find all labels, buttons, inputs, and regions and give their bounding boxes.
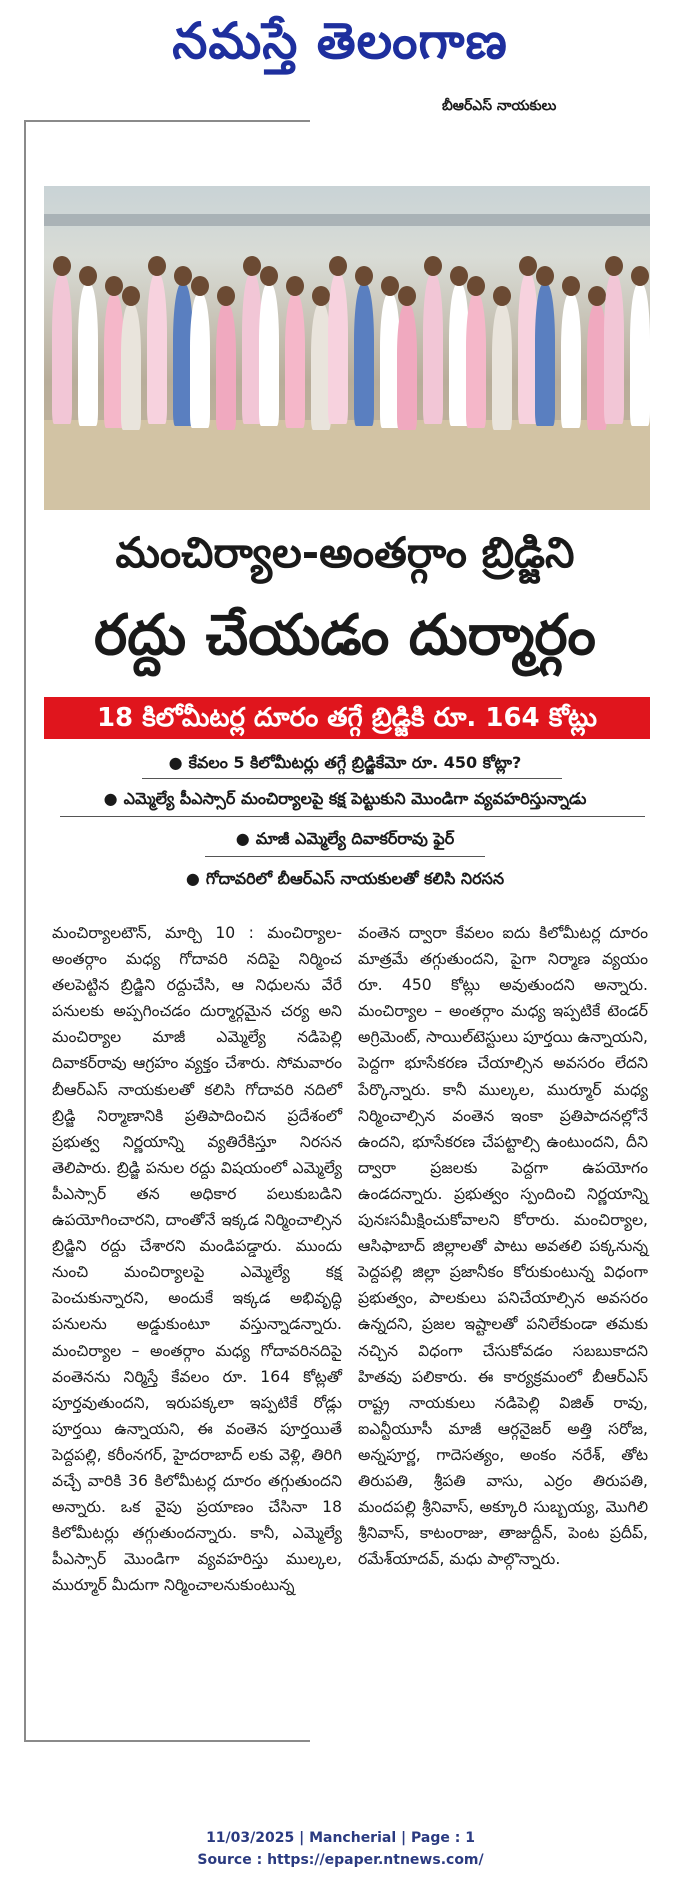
bullet-dot-icon: ● — [103, 789, 118, 808]
bullet-dot-icon: ● — [185, 869, 200, 888]
headline-line-1: మంచిర్యాల-అంతర్గాం బ్రిడ్జిని — [115, 528, 575, 577]
bullet-text: కేవలం 5 కిలోమీటర్లు తగ్గే బ్రిడ్జికేమో రూ. 450 కోట్లా? — [188, 753, 522, 772]
frame-top-rule — [24, 120, 310, 122]
photo-person — [216, 304, 236, 430]
article-column-2: వంతెన ద్వారా కేవలం ఐదు కిలోమీటర్ల దూరం మాత్రమే తగ్గుతుందని, పైగా నిర్మాణ వ్యయం రూ. 450 కోట్లు అవుతుందని అన్నారు. మంచిర్యాల – అంతర్గాం మధ్య ఇప్పటికే టెండర్ అగ్రిమెంట్, సాయిల్‌టెస్టులు పూర్తయి ఉన్నాయని, పెద్దగా భూసేకరణ చేయాల్సిన అవసరం లేదని పేర్కొన్నారు. కానీ ముల్కల, ముర్మూర్ మధ్య నిర్మించాల్సిన వంతెన ఇంకా ప్రతిపాదనల్లోనే ఉందని, భూసేకరణ చేపట్టాల్సి ఉంటుందని, దీని ద్వారా ప్రజలకు పెద్దగా ఉపయోగం ఉండదన్నారు. ప్రభుత్వం స్పందించి నిర్ణయాన్ని పునఃసమీక్షించుకోవాలని కోరారు. మంచిర్యాల, ఆసిఫాబాద్ జిల్లాలతో పాటు అవతలి పక్కనున్న పెద్దపల్లి జిల్లా ప్రజానీకం కోరుకుంటున్న విధంగా ప్రభుత్వం, పాలకులు పనిచేయాల్సిన అవసరం ఉన్నదని, ప్రజల ఇష్టాలతో పనిలేకుండా తమకు నచ్చిన విధంగా చేసుకోవడం సబబుకాదని హితవు పలికారు. ఈ కార్యక్రమంలో బీఆర్ఎస్ రాష్ట్ర నాయకులు నడిపెల్లి విజిత్ రావు, ఐఎన్టీయూసీ మాజీ ఆర్గనైజర్ అత్తి సరోజ, అన్నపూర్ణ, గాదెసత్యం, అంకం నరేశ్, తోట తిరుపతి, శ్రీపతి వాసు, ఎర్రం తిరుపతి, మందపల్లి శ్రీనివాస్, అక్కూరి సుబ్బయ్య, మొగిలి శ్రీనివాస్, కాటంరాజు, తాజుద్దీన్, పెంట ప్రదీప్, రమేశ్‌యాదవ్, మధు పాల్గొన్నారు. — [358, 924, 648, 1569]
photo-person-head — [450, 266, 468, 286]
photo-person — [147, 274, 167, 424]
photo-person-head — [588, 286, 606, 306]
photo-person-head — [191, 276, 209, 296]
photo-person-head — [217, 286, 235, 306]
photo-bridge — [44, 214, 650, 226]
photo-person-head — [536, 266, 554, 286]
photo-person-head — [381, 276, 399, 296]
bullet-underline — [205, 856, 485, 857]
subheadline-text: 18 కిలోమీటర్ల దూరం తగ్గే బ్రిడ్జికి రూ. 164 కోట్లు — [96, 703, 598, 733]
photo-person-head — [53, 256, 71, 276]
bullet-underline — [142, 778, 562, 779]
photo-person-head — [631, 266, 649, 286]
bullet-dot-icon: ● — [168, 753, 183, 772]
photo-person-head — [519, 256, 537, 276]
photo-person — [52, 274, 72, 424]
photo-person-head — [424, 256, 442, 276]
photo-person — [285, 294, 305, 428]
photo-person — [190, 294, 210, 428]
photo-person — [397, 304, 417, 430]
photo-person-head — [493, 286, 511, 306]
photo-person-head — [174, 266, 192, 286]
photo-person-head — [122, 286, 140, 306]
headline-line-2: రద్దు చేయడం దుర్మార్గం — [94, 603, 596, 668]
photo-person — [328, 274, 348, 424]
photo-person — [630, 284, 650, 426]
photo-person-head — [243, 256, 261, 276]
frame-left-rule — [24, 120, 26, 1740]
bullet-point — [40, 750, 650, 776]
bullet-dot-icon: ● — [235, 829, 250, 848]
photo-person-head — [329, 256, 347, 276]
photo-ground — [44, 420, 650, 510]
photo-person — [466, 294, 486, 428]
photo-person-head — [260, 266, 278, 286]
photo-person — [121, 304, 141, 430]
photo-person-head — [562, 276, 580, 296]
photo-person-head — [148, 256, 166, 276]
photo-person-head — [355, 266, 373, 286]
bullet-point — [40, 826, 650, 852]
photo-person — [492, 304, 512, 430]
news-photo — [44, 186, 650, 510]
photo-person-head — [312, 286, 330, 306]
photo-person — [354, 284, 374, 426]
frame-bottom-rule — [24, 1740, 310, 1742]
photo-person-head — [467, 276, 485, 296]
bullet-underline — [60, 816, 645, 817]
bullet-point — [40, 866, 650, 892]
footer-source-line: Source : https://epaper.ntnews.com/ — [197, 1852, 484, 1868]
photo-person — [561, 294, 581, 428]
footer-date-line: 11/03/2025 | Mancherial | Page : 1 — [206, 1830, 475, 1846]
photo-person-head — [105, 276, 123, 296]
photo-person-head — [398, 286, 416, 306]
photo-person-head — [286, 276, 304, 296]
bullet-text: గోదావరిలో బీఆర్ఎస్ నాయకులతో కలిసి నిరసన — [205, 869, 505, 888]
photo-person — [604, 274, 624, 424]
bullet-point — [40, 786, 650, 812]
photo-person — [423, 274, 443, 424]
bullet-text: ఎమ్మెల్యే పీఎస్సార్ మంచిర్యాలపై కక్ష పెట్టుకుని మొండిగా వ్యవహరిస్తున్నాడు — [123, 789, 587, 808]
photo-person — [78, 284, 98, 426]
bullet-text: మాజీ ఎమ్మెల్యే దివాకర్‌రావు ఫైర్ — [255, 829, 455, 848]
subheadline-banner — [44, 697, 650, 739]
photo-person — [535, 284, 555, 426]
masthead-logo: నమస్తే తెలంగాణ — [172, 11, 508, 70]
photo-person-head — [605, 256, 623, 276]
photo-person-head — [79, 266, 97, 286]
photo-person — [259, 284, 279, 426]
byline: బీఆర్ఎస్ నాయకులు — [442, 98, 557, 114]
article-column-1: మంచిర్యాలటౌన్, మార్చి 10 : మంచిర్యాల-అంతర్గాం మధ్య గోదావరి నదిపై నిర్మించ తలపెట్టిన బ్రిడ్జిని రద్దుచేసి, ఆ నిధులను వేరే పనులకు అప్పగించడం దుర్మార్గమైన చర్య అని మంచిర్యాల మాజీ ఎమ్మెల్యే నడిపెల్లి దివాకర్‌రావు ఆగ్రహం వ్యక్తం చేశారు. సోమవారం బీఆర్ఎస్ నాయకులతో కలిసి గోదావరి నదిలో బ్రిడ్జి నిర్మాణానికి ప్రతిపాదించిన ప్రదేశంలో ప్రభుత్వ నిర్ణయాన్ని వ్యతిరేకిస్తూ నిరసన తెలిపారు. బ్రిడ్జి పనుల రద్దు విషయంలో ఎమ్మెల్యే పీఎస్సార్ తన అధికార పలుకుబడిని ఉపయోగించారని, దాంతోనే ఇక్కడ నిర్మించాల్సిన బ్రిడ్జిని రద్దు చేశారని మండిపడ్డారు. ముందు నుంచి మంచిర్యాలపై ఎమ్మెల్యే కక్ష పెంచుకున్నారని, అందుకే ఇక్కడ అభివృద్ధి పనులను అడ్డుకుంటూ వస్తున్నాడన్నారు. మంచిర్యాల – అంతర్గాం మధ్య గోదావరినదిపై వంతెనను నిర్మిస్తే కేవలం రూ. 164 కోట్లతో పూర్తవుతుందని, ఇరుపక్కలా ఇప్పటికే రోడ్లు పూర్తయి ఉన్నాయని, ఈ వంతెన పూర్తయితే పెద్దపల్లి, కరీంనగర్, హైదరాబాద్ లకు వెళ్లి, తిరిగి వచ్చే వారికి 36 కిలోమీటర్ల దూరం తగ్గుతుందని అన్నారు. ఒక వైపు ప్రయాణం చేసినా 18 కిలోమీటర్లు తగ్గుతుందన్నారు. కానీ, ఎమ్మెల్యే పీఎస్సార్ మొండిగా వ్యవహరిస్తు ముల్కల, ముర్మూర్ మీదుగా నిర్మించాలనుకుంటున్న — [52, 924, 342, 1595]
